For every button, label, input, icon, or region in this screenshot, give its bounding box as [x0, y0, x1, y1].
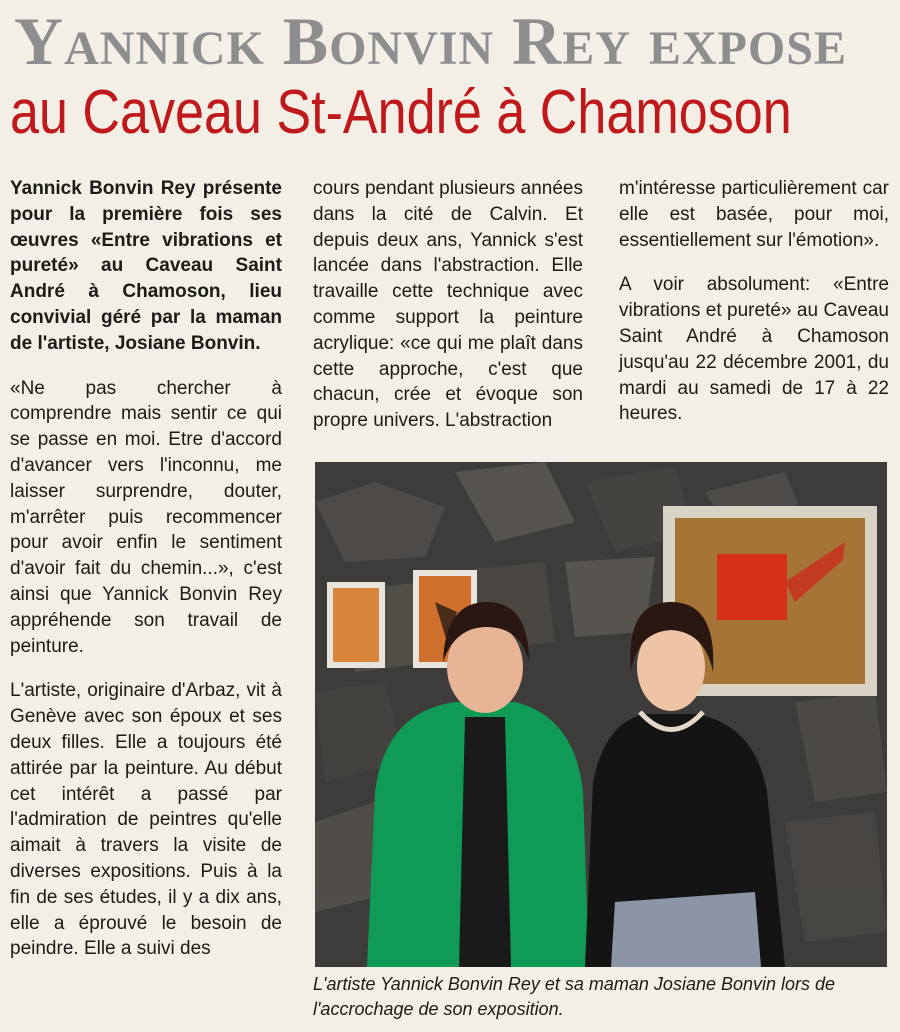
headline-line1: Yannick Bonvin Rey expose	[14, 3, 847, 79]
photo-scene	[315, 462, 887, 967]
column-2	[313, 176, 583, 453]
headline-line2: au Caveau St-André à Chamoson	[10, 78, 792, 147]
article-quote: «Ne pas chercher à comprendre mais sentir ce qui se passe en moi. Etre d'accord d'avancer vers l'inconnu, me laisser surprendre, douter, m'arrêter puis recommencer pour avoir enfin le sentiment d'avoir fait du chemin...», c'est ainsi que Yannick Bonvin Rey appréhende son travail de peinture.	[10, 377, 282, 657]
photo-caption: L'artiste Yannick Bonvin Rey et sa maman Josiane Bonvin lors de l'accrochage de son exposition.	[313, 974, 836, 1019]
article-bio-part3: m'intéresse particulièrement car elle est basée, pour moi, essentiellement sur l'émotion».	[619, 178, 889, 251]
article-photo	[315, 462, 887, 967]
column-3	[619, 176, 889, 446]
article-info: A voir absolument: «Entre vibrations et pureté» au Caveau Saint André à Chamoson jusqu'au 22 décembre 2001, du mardi au samedi de 17 à 22 heures.	[619, 274, 889, 425]
article-lead: Yannick Bonvin Rey présente pour la première fois ses œuvres «Entre vibrations et pureté» au Caveau Saint André à Chamoson, lieu convivial géré par la maman de l'artiste, Josiane Bonvin.	[10, 178, 282, 354]
article-bio-part1: L'artiste, originaire d'Arbaz, vit à Genève avec son époux et ses deux filles. Elle a toujours été attirée par la peinture. Au début cet intérêt a passé par l'admiration de peintres qu'elle aimait à travers la visite de diverses expositions. Puis à la fin de ses études, il y a dix ans, elle a éprouvé le besoin de peindre. Elle a suivi des	[10, 680, 282, 960]
column-1	[10, 176, 282, 981]
article-bio-part2: cours pendant plusieurs années dans la cité de Calvin. Et depuis deux ans, Yannick s'est lancée dans l'abstraction. Elle travaille cette technique avec comme support la peinture acrylique: «ce qui me plaît dans cette approche, c'est que chacun, crée et évoque son propre univers. L'abstraction	[313, 178, 583, 432]
